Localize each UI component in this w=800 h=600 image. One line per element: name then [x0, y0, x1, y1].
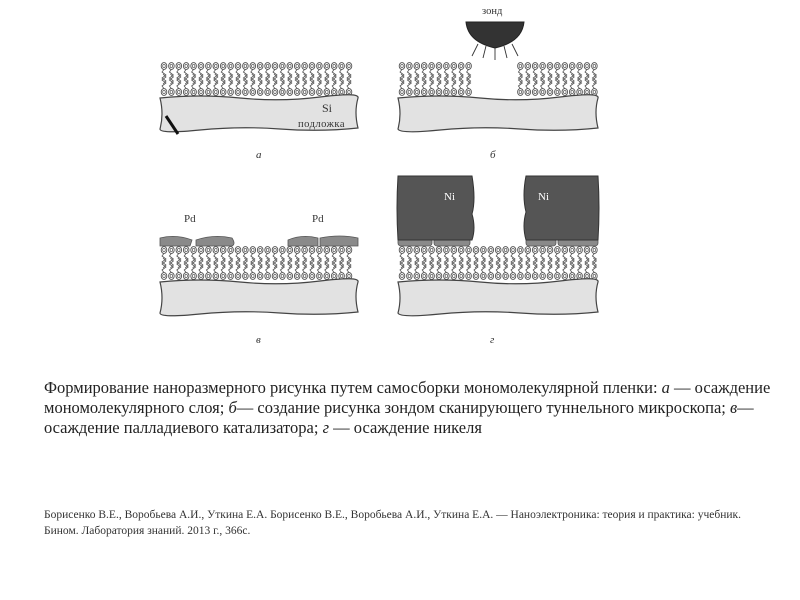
caption-text-a: — осаждение мономолекулярного слоя; — [44, 378, 771, 417]
source-citation: Борисенко В.Е., Воробьева А.И., Уткина Е.А. Борисенко В.Е., Воробьева А.И., Уткина Е.А. — Наноэлектроника: теория и практика: учебник. Бином. Лаборатория знаний. 2013 г., 366с. — [44, 509, 741, 537]
panel-v — [160, 213, 358, 346]
substrate-b — [398, 95, 598, 132]
ni-label-right: Ni — [538, 191, 549, 203]
probe-label: зонд — [482, 6, 503, 17]
substrate-label: подложка — [298, 119, 345, 130]
panel-a — [160, 63, 358, 161]
caption-letter-a: а — [661, 378, 670, 397]
pd-label-left: Pd — [184, 213, 196, 225]
panel-label-b: б — [490, 149, 496, 161]
panel-label-g: г — [490, 334, 495, 346]
nickel-block-left — [397, 176, 474, 240]
monolayer-v — [161, 247, 352, 280]
probe — [466, 6, 524, 60]
figure-caption — [44, 378, 774, 438]
caption-letter-g: г — [322, 418, 330, 437]
caption-text-g: — осаждение никеля — [329, 418, 482, 437]
si-label: Si — [322, 101, 333, 115]
caption-letter-v: в — [729, 398, 738, 417]
panel-b — [398, 6, 598, 161]
ni-label-left: Ni — [444, 191, 455, 203]
probe-tip — [466, 22, 524, 48]
panel-label-v: в — [256, 334, 261, 346]
monolayer-b — [399, 63, 597, 96]
caption-text-v: —осаждение палладиевого катализатора; — [44, 398, 754, 437]
caption-text-b: — создание рисунка зондом сканирующего туннельного микроскопа; — [236, 398, 730, 417]
monolayer-a — [161, 63, 352, 96]
pd-label-right: Pd — [312, 213, 324, 225]
panel-g — [397, 176, 599, 346]
substrate-v — [160, 279, 358, 316]
palladium-islands — [160, 236, 358, 246]
caption-letter-b: б — [228, 398, 237, 417]
monolayer-g — [399, 247, 597, 280]
substrate-g — [398, 279, 598, 316]
nickel-block-right — [524, 176, 599, 240]
panel-label-a: а — [256, 149, 262, 161]
caption-intro: Формирование наноразмерного рисунка путем самосборки мономолекулярной пленки: — [44, 378, 662, 397]
